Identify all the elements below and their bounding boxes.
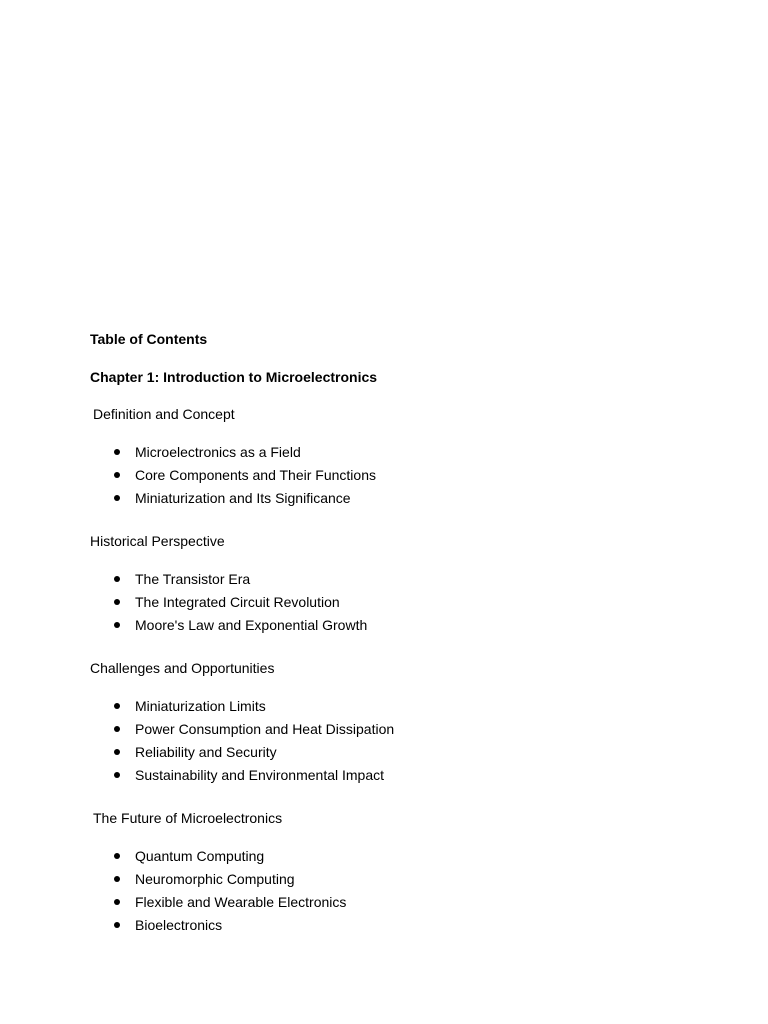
list-item [90,720,690,743]
list-item-label: Sustainability and Environmental Impact [135,767,385,783]
bullet-icon [114,899,120,905]
list-item-label: Bioelectronics [135,917,223,933]
list-item [90,847,690,870]
list-item-label: Moore's Law and Exponential Growth [135,617,368,633]
section-heading: Challenges and Opportunities [90,660,275,676]
list-item-label: Microelectronics as a Field [135,444,301,460]
bullet-icon [114,703,120,709]
bullet-icon [114,772,120,778]
bullet-icon [114,495,120,501]
bullet-icon [114,853,120,859]
bullet-icon [114,922,120,928]
section-heading: Historical Perspective [90,533,225,549]
list-item-label: The Integrated Circuit Revolution [135,594,340,610]
bullet-icon [114,449,120,455]
list-item-label: Miniaturization and Its Significance [135,490,351,506]
list-item [90,593,690,616]
list-item-label: Reliability and Security [135,744,277,760]
list-item [90,443,690,466]
list-item-label: Quantum Computing [135,848,265,864]
bullet-icon [114,472,120,478]
list-item-label: Neuromorphic Computing [135,871,295,887]
list-item-label: Core Components and Their Functions [135,467,376,483]
list-item [90,870,690,893]
list-item [90,893,690,916]
list-item-label: Power Consumption and Heat Dissipation [135,721,395,737]
section-item-list [90,697,690,789]
bullet-icon [114,726,120,732]
list-item [90,743,690,766]
bullet-icon [114,576,120,582]
list-item [90,697,690,720]
list-item [90,766,690,789]
bullet-icon [114,749,120,755]
list-item [90,916,690,939]
section-item-list [90,443,690,512]
section-heading: The Future of Microelectronics [93,810,283,826]
list-item [90,570,690,593]
section-item-list [90,847,690,939]
bullet-icon [114,599,120,605]
section-heading: Definition and Concept [93,406,235,422]
bullet-icon [114,622,120,628]
list-item-label: The Transistor Era [135,571,251,587]
list-item [90,616,690,639]
list-item [90,466,690,489]
table-of-contents [90,330,690,959]
list-item [90,489,690,512]
section-item-list [90,570,690,639]
list-item-label: Miniaturization Limits [135,698,266,714]
chapter-title: Chapter 1: Introduction to Microelectronics [90,369,378,385]
toc-title: Table of Contents [90,331,208,347]
bullet-icon [114,876,120,882]
list-item-label: Flexible and Wearable Electronics [135,894,347,910]
